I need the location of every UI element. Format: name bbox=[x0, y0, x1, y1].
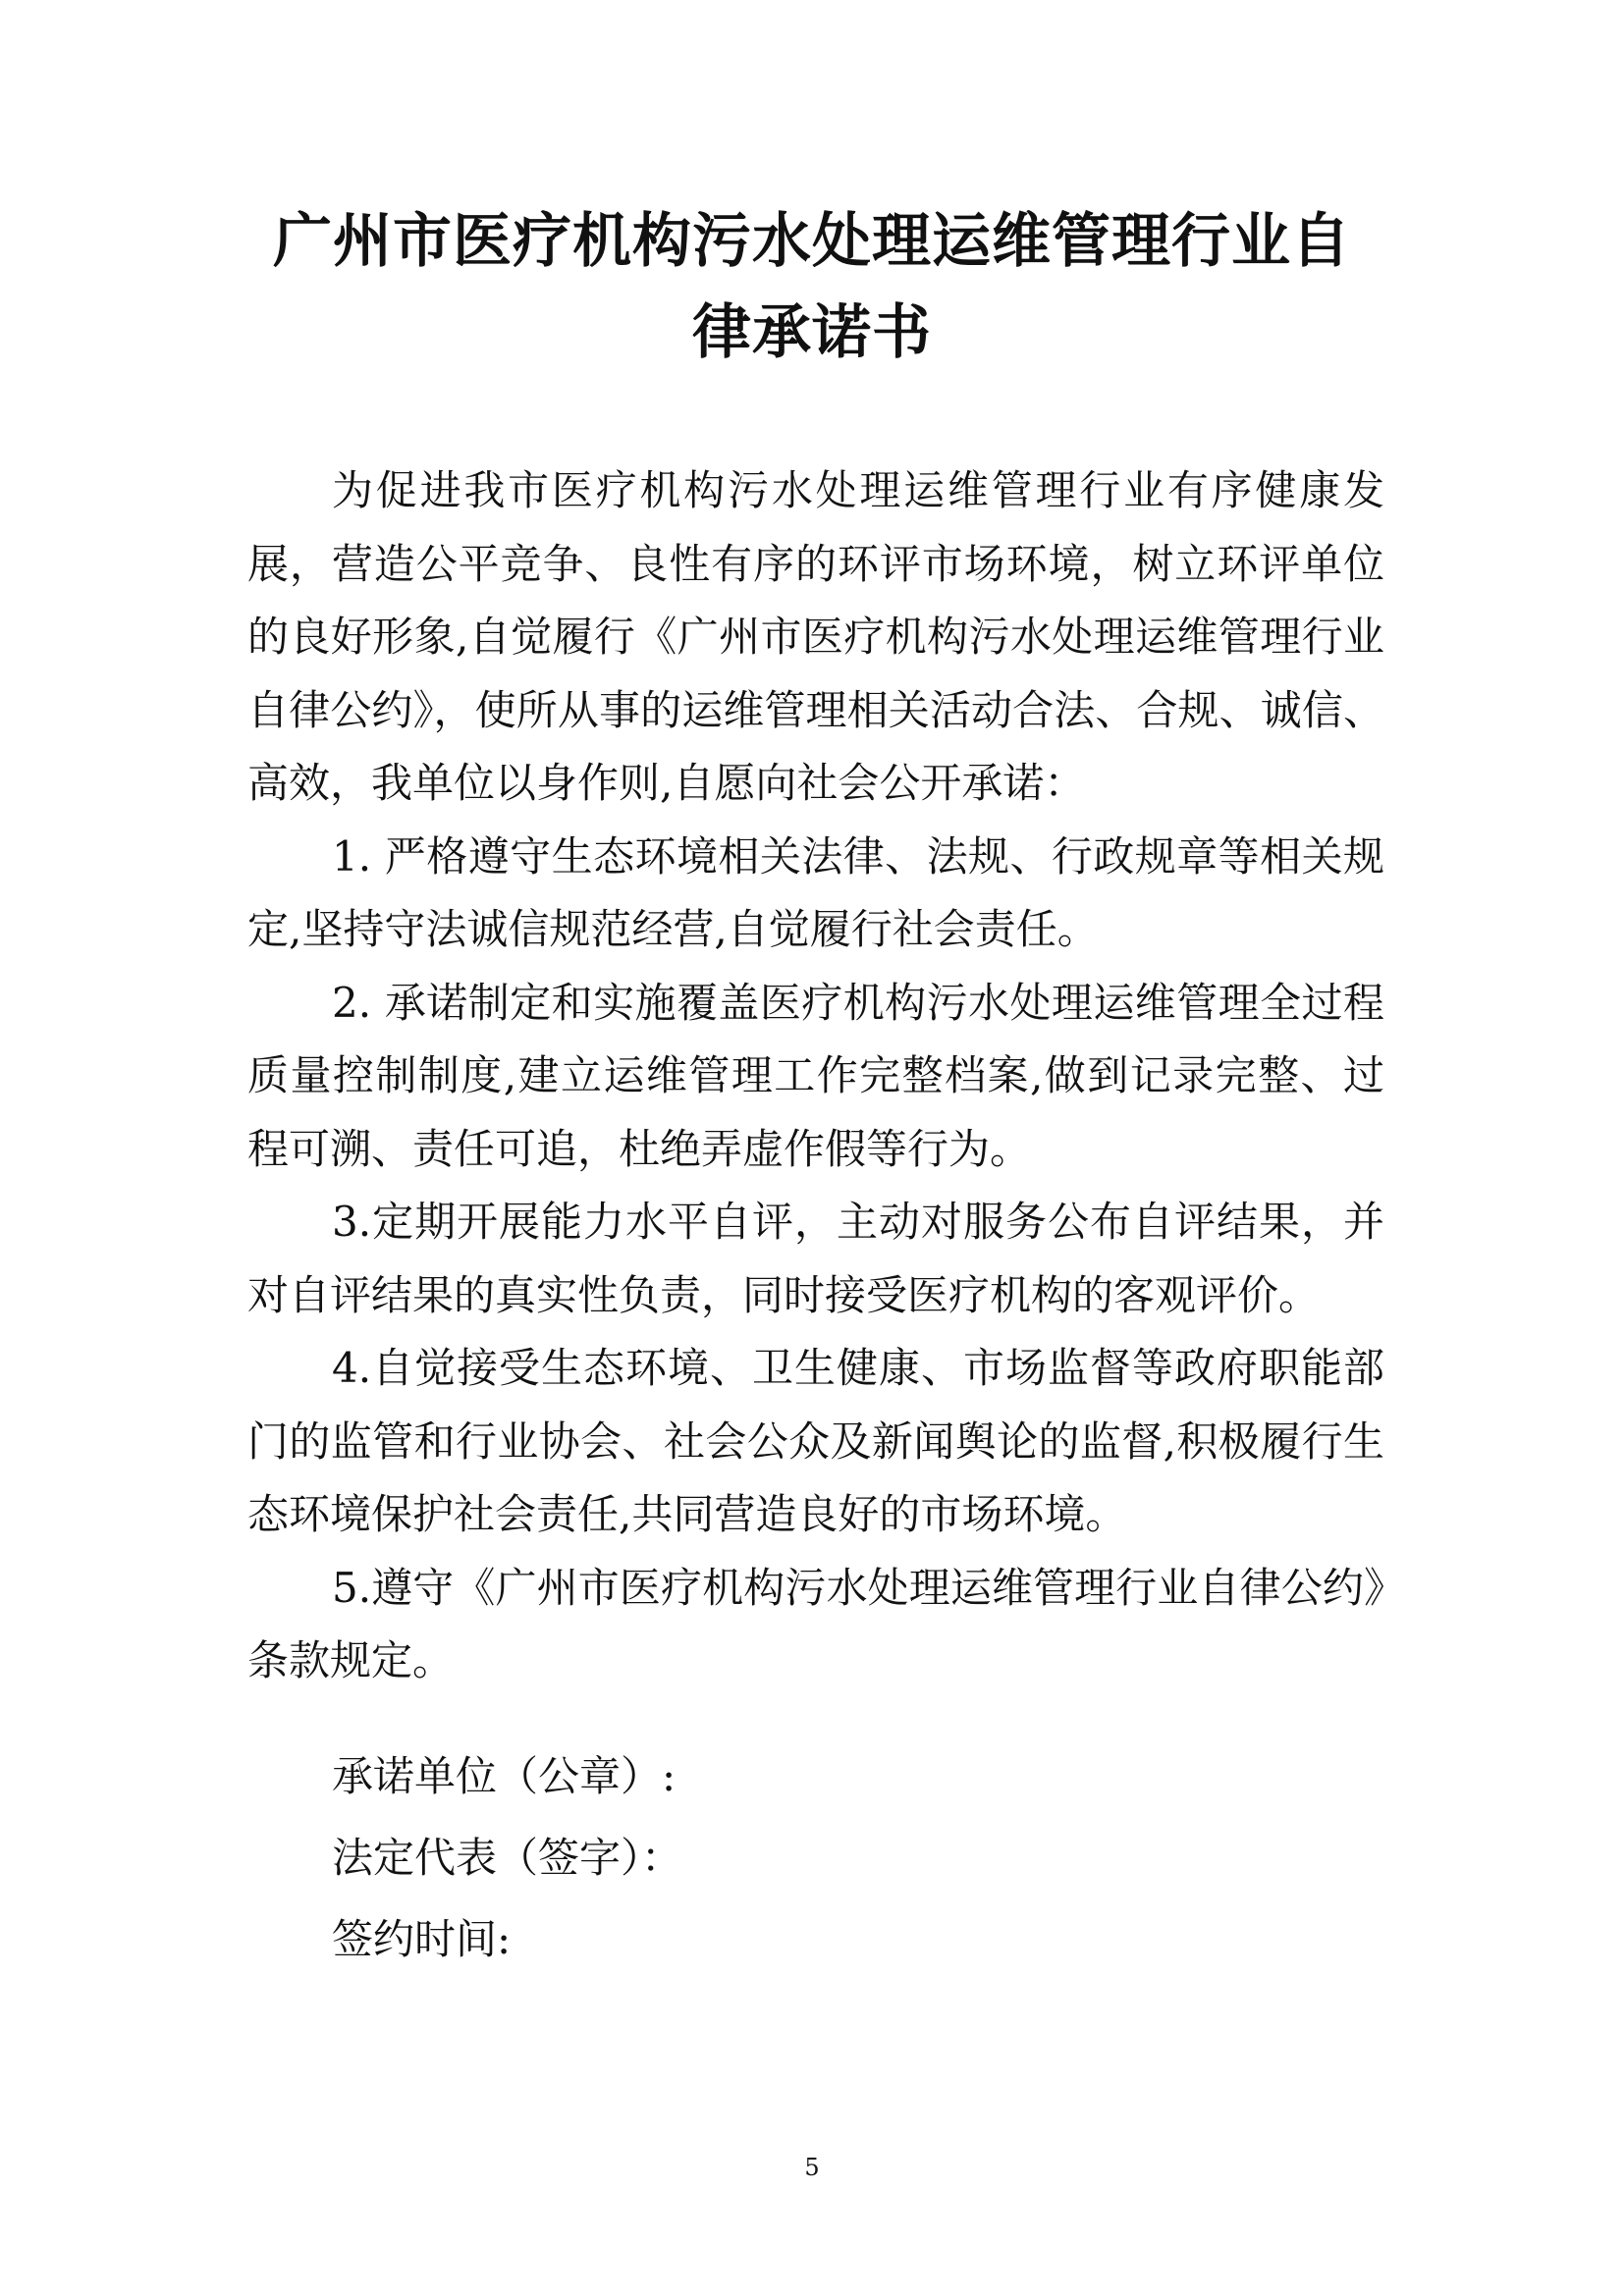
commitment-item-2: 2. 承诺制定和实施覆盖医疗机构污水处理运维管理全过程质量控制制度,建立运维管理工作完整档案,做到记录完整、过程可溯、责任可追，杜绝弄虚作假等行为。 bbox=[247, 978, 1384, 1173]
signature-unit-label: 承诺单位（公章）: bbox=[332, 1752, 677, 1800]
document-title: 广州市医疗机构污水处理运维管理行业自 律承诺书 bbox=[273, 207, 1351, 367]
commitment-item-5: 5.遵守《广州市医疗机构污水处理运维管理行业自律公约》条款规定。 bbox=[247, 1563, 1384, 1684]
commitment-item-1: 1. 严格遵守生态环境相关法律、法规、行政规章等相关规定,坚持守法诚信规范经营,自觉履行社会责任。 bbox=[247, 831, 1384, 953]
signature-representative-label: 法定代表（签字）： bbox=[332, 1834, 683, 1882]
intro-paragraph: 为促进我市医疗机构污水处理运维管理行业有序健康发展，营造公平竞争、良性有序的环评市场环境，树立环评单位的良好形象,自觉履行《广州市医疗机构污水处理运维管理行业自律公约》，使所从事的运维管理相关活动合法、合规、诚信、高效，我单位以身作则,自愿向社会公开承诺： bbox=[247, 466, 1384, 807]
signature-date-label: 签约时间: bbox=[332, 1915, 512, 1963]
commitment-item-3: 3.定期开展能力水平自评，主动对服务公布自评结果，并对自评结果的真实性负责，同时接受医疗机构的客观评价。 bbox=[247, 1198, 1384, 1319]
document-body bbox=[247, 454, 1384, 1698]
page-number: 5 bbox=[804, 2154, 820, 2181]
signature-block bbox=[332, 1735, 682, 1980]
commitment-item-4: 4.自觉接受生态环境、卫生健康、市场监督等政府职能部门的监管和行业协会、社会公众及新闻舆论的监督,积极履行生态环境保护社会责任,共同营造良好的市场环境。 bbox=[247, 1344, 1384, 1538]
